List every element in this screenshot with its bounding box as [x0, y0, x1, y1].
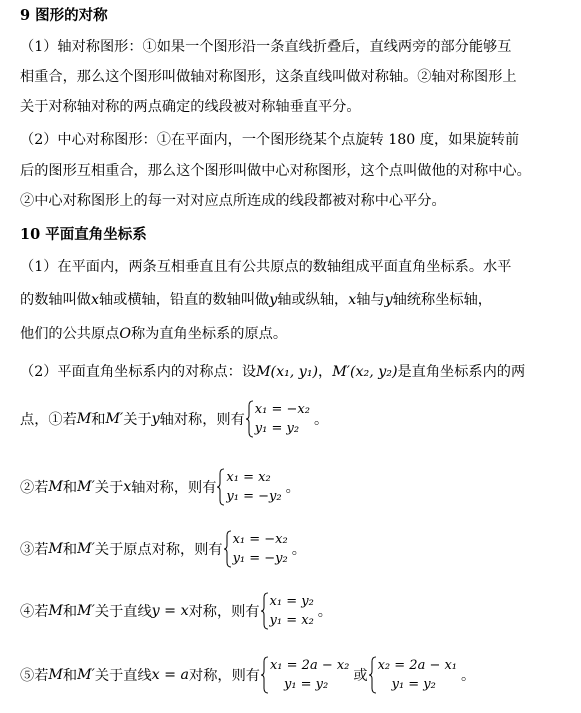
section-10-p2-line1: [20, 362, 525, 382]
text: 和: [62, 542, 78, 558]
text: 点，①若: [20, 412, 77, 428]
text: ③若: [20, 542, 49, 558]
equation-row: x₂ = 2a − x₁: [377, 658, 458, 673]
text: 轴对称，则有: [131, 480, 217, 496]
equation-system: [245, 400, 310, 438]
case-4-line: [20, 592, 332, 630]
equation-row: y₁ = −y₂: [226, 489, 282, 504]
text: 的数轴叫做: [20, 292, 91, 308]
equation-row: x₁ = −x₂: [254, 402, 310, 417]
section-10-p1-line1: （1）在平面内，两条互相垂直且有公共原点的数轴组成平面直角坐标系。水平: [20, 259, 512, 275]
text: 和: [62, 480, 78, 496]
math-y: y: [269, 292, 278, 308]
text: 关于: [123, 412, 152, 428]
text: ⑤若: [20, 668, 49, 684]
brace-icon: [223, 530, 232, 568]
text: （2）平面直角坐标系内的对称点：设: [20, 364, 257, 380]
text: 关于直线: [94, 604, 152, 620]
text: 关于原点对称，则有: [94, 542, 223, 558]
section-10-p1-line2: [20, 290, 492, 310]
math-point-m: M(x₁, y₁): [256, 364, 319, 380]
text: 关于: [94, 480, 124, 496]
math-x: x: [90, 292, 99, 308]
text: 轴统称坐标轴，: [392, 292, 492, 308]
case-5-line: [20, 656, 475, 694]
text: 是直角坐标系内的两: [397, 364, 526, 380]
math-m-prime: M′: [105, 411, 124, 427]
math-m: M: [48, 479, 63, 495]
text: 轴或横轴，铅直的数轴叫做: [98, 292, 270, 308]
math-point-m-prime: M′(x₂, y₂): [332, 364, 398, 380]
section-9-p2-line2: 后的图形互相重合，那么这个图形叫做中心对称图形，这个点叫做他的对称中心。: [20, 163, 531, 179]
equation-system: [368, 656, 457, 694]
text: 对称，则有: [189, 668, 260, 684]
text: 。: [285, 480, 300, 496]
equation-row: x₁ = 2a − x₂: [269, 658, 350, 673]
text: ④若: [20, 604, 49, 620]
section-9-p1-line2: 相重合，那么这个图形叫做轴对称图形，这条直线叫做对称轴。②轴对称图形上: [20, 69, 517, 85]
section-9-heading: 9 图形的对称: [20, 7, 108, 24]
equation-row: x₁ = −x₂: [232, 532, 288, 547]
equation-row: y₁ = y₂: [283, 677, 329, 692]
equation-row: y₁ = x₂: [269, 613, 314, 628]
text: 。: [461, 668, 476, 684]
text: 和: [62, 668, 78, 684]
text: 对称，则有: [188, 604, 260, 620]
text: 。: [317, 604, 332, 620]
brace-icon: [260, 592, 269, 630]
text: 或: [353, 668, 368, 684]
text: 。: [291, 542, 306, 558]
text: 轴与: [356, 292, 385, 308]
math-m: M: [48, 667, 63, 683]
section-10-p1-line3: [20, 324, 287, 344]
equation-system: [216, 468, 281, 506]
math-y: y: [151, 411, 160, 427]
case-1-line: [20, 400, 328, 438]
text: 。: [313, 412, 329, 428]
math-x: x: [123, 479, 132, 495]
section-9-p2-line1: （2）中心对称图形：①在平面内，一个图形绕某个点旋转 180 度，如果旋转前: [20, 132, 520, 148]
section-9-p2-line3: ②中心对称图形上的每一对对应点所连成的线段都被对称中心平分。: [20, 193, 446, 209]
equation-row: y₁ = y₂: [391, 677, 436, 692]
brace-icon: [368, 656, 377, 694]
math-m-prime: M′: [77, 541, 95, 557]
text: 关于直线: [94, 668, 152, 684]
text: ②若: [20, 480, 49, 496]
brace-icon: [245, 400, 254, 438]
equation-row: x₁ = x₂: [226, 470, 271, 485]
math-x: x: [348, 292, 357, 308]
math-m: M: [48, 541, 63, 557]
equation-system: [260, 656, 349, 694]
text: 他们的公共原点: [20, 326, 120, 342]
section-9-p1-line1: （1）轴对称图形：①如果一个图形沿一条直线折叠后，直线两旁的部分能够互: [20, 39, 512, 55]
section-10-heading: 10 平面直角坐标系: [20, 226, 147, 243]
math-line-x-eq-a: x = a: [151, 667, 190, 683]
case-3-line: [20, 530, 306, 568]
text: 轴对称，则有: [159, 412, 245, 428]
case-2-line: [20, 468, 300, 506]
text: 轴或纵轴，: [277, 292, 349, 308]
math-m: M: [48, 603, 63, 619]
section-9-p1-line3: 关于对称轴对称的两点确定的线段被对称轴垂直平分。: [20, 99, 361, 115]
equation-system: [223, 530, 288, 568]
math-m-prime: M′: [77, 603, 95, 619]
math-m-prime: M′: [77, 667, 95, 683]
math-m-prime: M′: [77, 479, 95, 495]
text: 和: [62, 604, 78, 620]
text: 和: [91, 412, 106, 428]
equation-row: x₁ = y₂: [269, 594, 314, 609]
equation-row: y₁ = y₂: [254, 421, 300, 436]
math-y: y: [384, 292, 393, 308]
text: 称为直角坐标系的原点。: [130, 326, 288, 342]
brace-icon: [216, 468, 225, 506]
math-m: M: [76, 411, 92, 427]
equation-row: y₁ = −y₂: [232, 551, 288, 566]
math-line-y-eq-x: y = x: [151, 603, 189, 619]
brace-icon: [260, 656, 269, 694]
math-o: O: [119, 326, 131, 342]
text: ，: [318, 364, 333, 380]
equation-system: [260, 592, 314, 630]
